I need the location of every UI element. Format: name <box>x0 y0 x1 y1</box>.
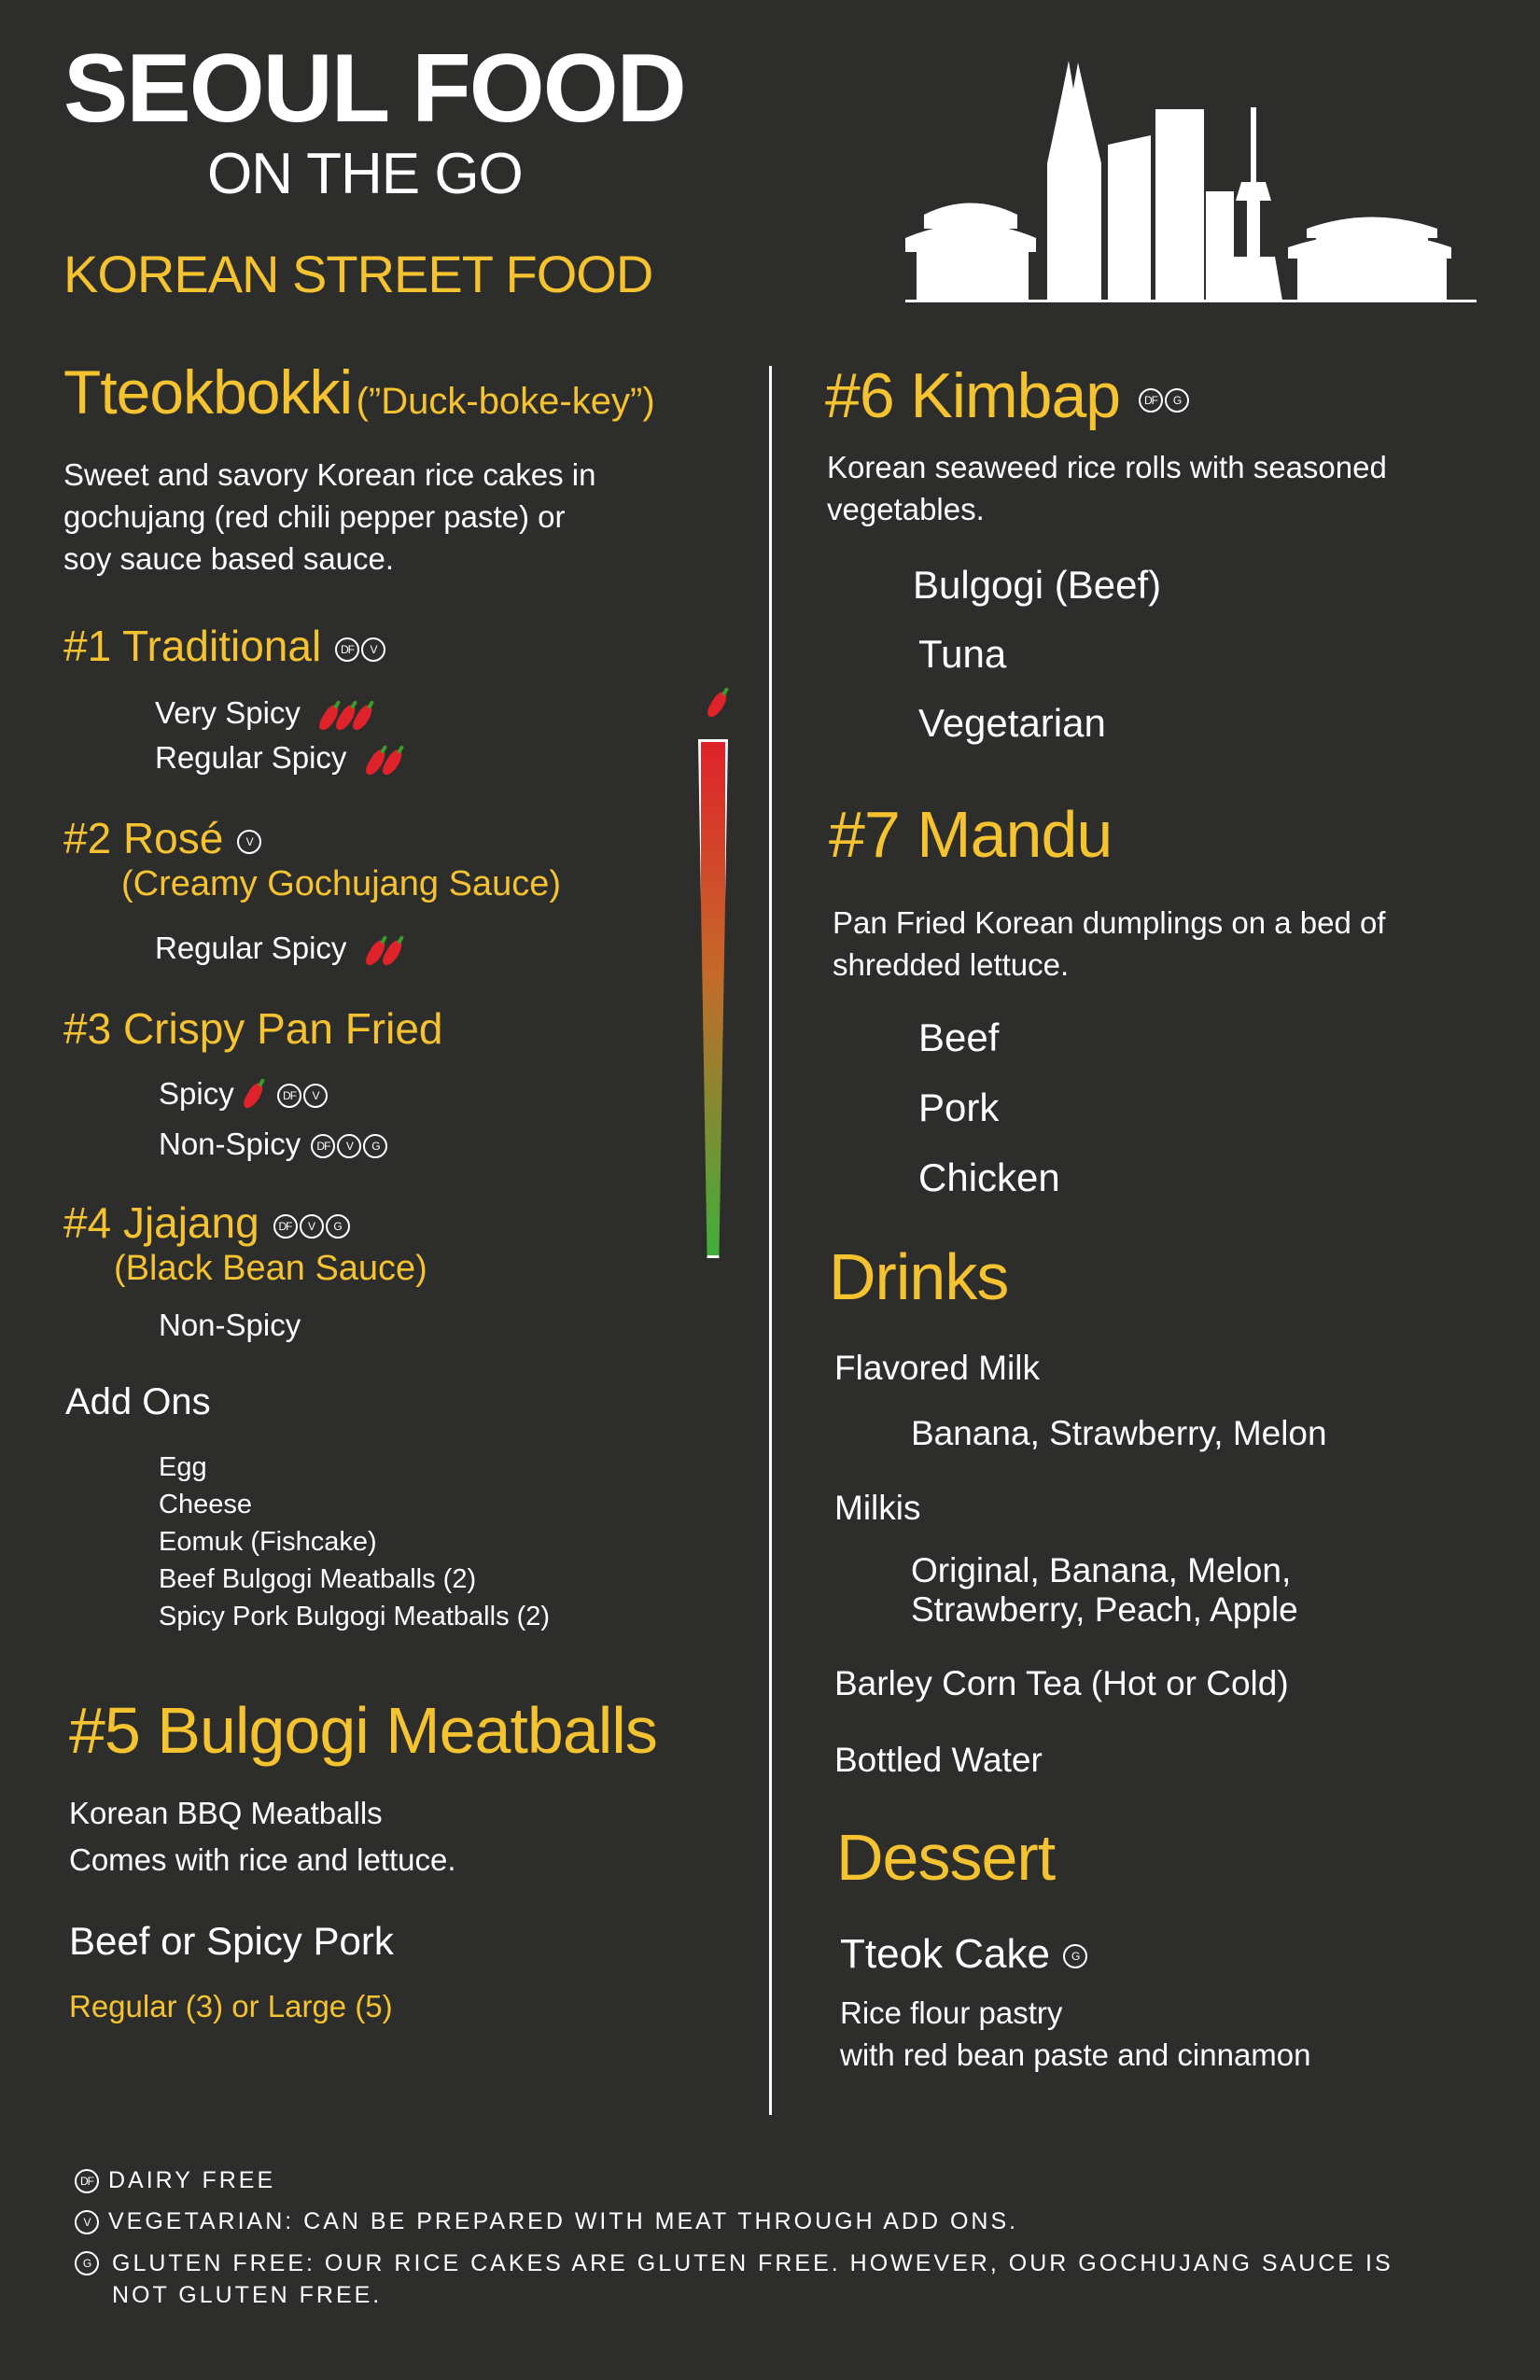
seoul-skyline-icon <box>905 51 1484 303</box>
item-name: #2 Rosé <box>63 814 224 862</box>
dessert-description <box>840 1992 1311 2076</box>
gluten-free-badge-icon: G <box>326 1214 350 1239</box>
legend-text: VEGETARIAN: CAN BE PREPARED WITH MEAT THROUGH ADD ONS. <box>108 2208 1019 2234</box>
drink-flavored-milk: Flavored Milk <box>834 1349 1040 1387</box>
gluten-free-badge-icon: G <box>363 1134 387 1158</box>
description-line: Rice flour pastry <box>840 1995 1063 2030</box>
dairy-free-badge-icon: DF <box>277 1084 301 1108</box>
addons-list <box>159 1449 550 1635</box>
drink-milkis-options <box>911 1551 1298 1630</box>
legend-text: NOT GLUTEN FREE. <box>112 2282 383 2308</box>
list-item: Eomuk (Fishcake) <box>159 1527 377 1557</box>
spice-scale <box>698 691 728 1258</box>
column-divider <box>769 366 772 2115</box>
kimbap-description <box>827 446 1387 530</box>
tteokbokki-description <box>63 454 595 580</box>
item-name: #4 Jjajang <box>63 1198 259 1247</box>
dairy-free-badge-icon: DF <box>311 1134 335 1158</box>
description-line: with red bean paste and cinnamon <box>840 2037 1311 2072</box>
mandu-title: #7 Mandu <box>829 798 1113 871</box>
kimbap-title <box>825 357 1189 435</box>
description-line: Korean seaweed rice rolls with seasoned <box>827 450 1387 484</box>
option-regular-spicy <box>155 735 399 782</box>
dairy-free-badge-icon: DF <box>335 637 359 662</box>
mandu-list <box>918 1002 1060 1212</box>
kimbap-list <box>913 551 1161 758</box>
drinks-title: Drinks <box>829 1240 1009 1313</box>
chili-pepper-icon <box>241 1081 265 1111</box>
drink-tea: Barley Corn Tea (Hot or Cold) <box>834 1664 1289 1702</box>
option-label: Regular Spicy <box>155 931 347 965</box>
tteokbokki-title: Tteokbokki <box>63 357 353 427</box>
list-item: Beef <box>918 1015 1000 1059</box>
option-non-spicy: Non-Spicy <box>159 1308 301 1342</box>
tteokbokki-pronunciation: (”Duck-boke-key”) <box>356 381 655 422</box>
description-line: shredded lettuce. <box>833 947 1070 982</box>
option-spicy <box>159 1071 328 1116</box>
legend-text: DAIRY FREE <box>108 2167 276 2193</box>
legend-vegetarian <box>73 2201 1393 2242</box>
list-item: Egg <box>159 1452 207 1482</box>
option-line: Original, Banana, Melon, <box>911 1551 1292 1589</box>
description-line: gochujang (red chili pepper paste) or <box>63 499 566 534</box>
description-line: vegetables. <box>827 492 985 526</box>
vegetarian-badge-icon: V <box>361 637 385 662</box>
dairy-free-badge-icon: DF <box>75 2169 99 2193</box>
dessert-item <box>840 1926 1087 1982</box>
legend-gluten-free <box>73 2247 1393 2311</box>
option-label: Non-Spicy <box>159 1127 301 1161</box>
list-item: Spicy Pork Bulgogi Meatballs (2) <box>159 1602 551 1631</box>
option-non-spicy <box>159 1122 387 1167</box>
menu-item-traditional <box>63 618 385 674</box>
dairy-free-badge-icon: DF <box>1139 388 1163 413</box>
description-line: Korean BBQ Meatballs <box>69 1796 383 1830</box>
item-name: Tteok Cake <box>840 1931 1050 1977</box>
gluten-free-badge-icon: G <box>75 2251 99 2275</box>
list-item: Vegetarian <box>918 701 1106 745</box>
dairy-free-badge-icon: DF <box>273 1214 298 1239</box>
drink-milkis: Milkis <box>834 1489 921 1527</box>
list-item: Bulgogi (Beef) <box>913 563 1162 607</box>
list-item: Tuna <box>918 632 1007 676</box>
option-label: Very Spicy <box>155 695 301 730</box>
page-title: SEOUL FOOD <box>63 35 685 143</box>
description-line: soy sauce based sauce. <box>63 541 395 576</box>
drink-flavored-milk-options: Banana, Strawberry, Melon <box>911 1414 1327 1452</box>
rose-subtitle: (Creamy Gochujang Sauce) <box>121 864 561 903</box>
page-subtitle: ON THE GO <box>207 142 523 206</box>
option-very-spicy <box>155 691 369 737</box>
vegetarian-badge-icon: V <box>300 1214 324 1239</box>
legend-dairy-free <box>73 2160 1393 2201</box>
meatballs-description <box>69 1790 456 1883</box>
description-line: Pan Fried Korean dumplings on a bed of <box>833 905 1386 940</box>
menu-item-rose <box>63 810 261 866</box>
list-item: Cheese <box>159 1490 252 1519</box>
option-line: Strawberry, Peach, Apple <box>911 1590 1298 1629</box>
addons-title: Add Ons <box>65 1381 211 1422</box>
jjajang-subtitle: (Black Bean Sauce) <box>114 1249 427 1288</box>
option-label: Regular Spicy <box>155 740 347 775</box>
vegetarian-badge-icon: V <box>303 1084 328 1108</box>
gluten-free-badge-icon: G <box>1165 388 1189 413</box>
description-line: Comes with rice and lettuce. <box>69 1842 456 1877</box>
item-name: #1 Traditional <box>63 622 322 670</box>
drink-water: Bottled Water <box>834 1741 1043 1779</box>
description-line: Sweet and savory Korean rice cakes in <box>63 457 596 492</box>
list-item: Pork <box>918 1085 1000 1129</box>
menu-item-crispy-pan-fried: #3 Crispy Pan Fried <box>63 1004 443 1053</box>
vegetarian-badge-icon: V <box>337 1134 361 1158</box>
gluten-free-badge-icon: G <box>1063 1944 1087 1968</box>
list-item: Beef Bulgogi Meatballs (2) <box>159 1564 477 1594</box>
item-name: #6 Kimbap <box>825 360 1121 431</box>
option-label: Spicy <box>159 1076 234 1111</box>
page-tagline: KOREAN STREET FOOD <box>63 245 653 303</box>
meatballs-options: Beef or Spicy Pork <box>69 1919 394 1963</box>
meatballs-title: #5 Bulgogi Meatballs <box>69 1694 657 1767</box>
dessert-title: Dessert <box>836 1821 1056 1894</box>
chili-pepper-icon <box>705 690 729 720</box>
meatballs-sizes: Regular (3) or Large (5) <box>69 1989 393 2023</box>
legend-text: GLUTEN FREE: OUR RICE CAKES ARE GLUTEN FREE. HOWEVER, OUR GOCHUJANG SAUCE IS <box>112 2250 1393 2276</box>
option-regular-spicy <box>155 926 399 973</box>
legend <box>73 2160 1393 2311</box>
list-item: Chicken <box>918 1155 1060 1199</box>
vegetarian-badge-icon: V <box>75 2210 99 2234</box>
spice-gradient-bar <box>698 739 728 1258</box>
menu-item-jjajang <box>63 1195 350 1251</box>
vegetarian-badge-icon: V <box>237 830 261 854</box>
mandu-description <box>833 902 1386 986</box>
